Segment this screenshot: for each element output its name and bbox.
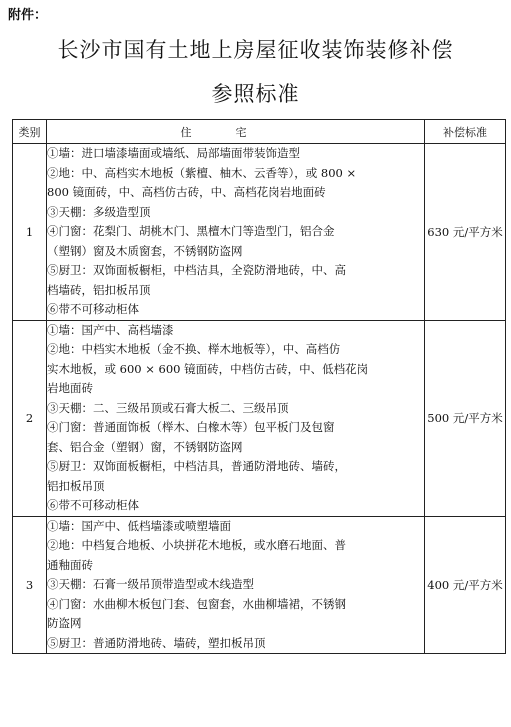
row-price: 630 元/平方米	[425, 144, 506, 321]
table-row	[13, 516, 506, 654]
description-line: 铝扣板吊顶	[47, 478, 105, 493]
row-description	[47, 320, 425, 516]
description-line: ⑤厨卫：双饰面板橱柜，中档洁具，全瓷防滑地砖，中、高	[47, 263, 346, 277]
description-line: 岩地面砖	[47, 381, 93, 395]
description-line: ③天棚：石膏一级吊顶带造型或木线造型	[47, 577, 254, 591]
description-line: ④门窗：普通面饰板（榉木、白橡木等）包平板门及包窗	[47, 420, 335, 434]
description-line: ⑥带不可移动柜体	[47, 498, 139, 512]
description-line: ④门窗：水曲柳木板包门套、包窗套，水曲柳墙裙，不锈钢	[47, 596, 346, 611]
description-line: ④门窗：花梨门、胡桃木门、黑檀木门等造型门，铝合金	[47, 224, 335, 238]
description-line: （塑钢）窗及木质窗套，不锈钢防盗网	[47, 243, 243, 258]
row-index: 2	[13, 320, 47, 516]
description-line: ⑤厨卫：双饰面板橱柜，中档洁具，普通防滑地砖、墙砖，	[47, 459, 346, 473]
description-line: ①墙：进口墙漆墙面或墙纸、局部墙面带装饰造型	[47, 146, 300, 160]
description-line: 通釉面砖	[47, 557, 93, 572]
description-line: ③天棚：二、三级吊顶或石膏大板二、三级吊顶	[47, 400, 289, 415]
row-price: 400 元/平方米	[425, 516, 506, 654]
compensation-table	[12, 119, 506, 654]
table-row	[13, 320, 506, 516]
description-line: 套、铝合金（塑钢）窗，不锈钢防盗网	[47, 439, 243, 454]
description-line: ⑥带不可移动柜体	[47, 302, 139, 316]
description-line: 800 镜面砖，中、高档仿古砖，中、高档花岗岩地面砖	[47, 185, 326, 199]
header-residence: 住宅	[47, 120, 425, 144]
description-line: 防盗网	[47, 616, 82, 630]
description-line: ②地：中档实木地板（金不换、榉木地板等），中、高档仿	[47, 342, 341, 356]
row-price: 500 元/平方米	[425, 320, 506, 516]
description-line: ②地：中档复合地板、小块拼花木地板，或水磨石地面、普	[47, 538, 346, 552]
table-row	[13, 144, 506, 321]
description-line: ①墙：国产中、高档墙漆	[47, 322, 174, 337]
description-line: ⑤厨卫：普通防滑地砖、墙砖，塑扣板吊顶	[47, 635, 266, 650]
document-subtitle: 参照标准	[211, 82, 300, 106]
description-line: ①墙：国产中、低档墙漆或喷塑墙面	[47, 518, 231, 533]
description-line: ③天棚：多级造型顶	[47, 204, 151, 219]
row-index: 3	[13, 516, 47, 654]
header-category: 类别	[13, 120, 47, 144]
description-line: 实木地板，或 600 × 600 镜面砖，中档仿古砖，中、低档花岗	[47, 361, 369, 376]
description-line: 档墙砖，铝扣板吊顶	[47, 282, 151, 297]
table-header-row	[13, 120, 506, 144]
row-description	[47, 516, 425, 654]
row-index: 1	[13, 144, 47, 321]
header-standard: 补偿标准	[425, 120, 506, 144]
row-description	[47, 144, 425, 321]
document-title: 长沙市国有土地上房屋征收装饰装修补偿	[57, 38, 454, 62]
description-line: ②地：中、高档实木地板（紫檀、柚木、云香等），或 800 ×	[47, 165, 357, 180]
attachment-label: 附件：	[8, 8, 48, 23]
